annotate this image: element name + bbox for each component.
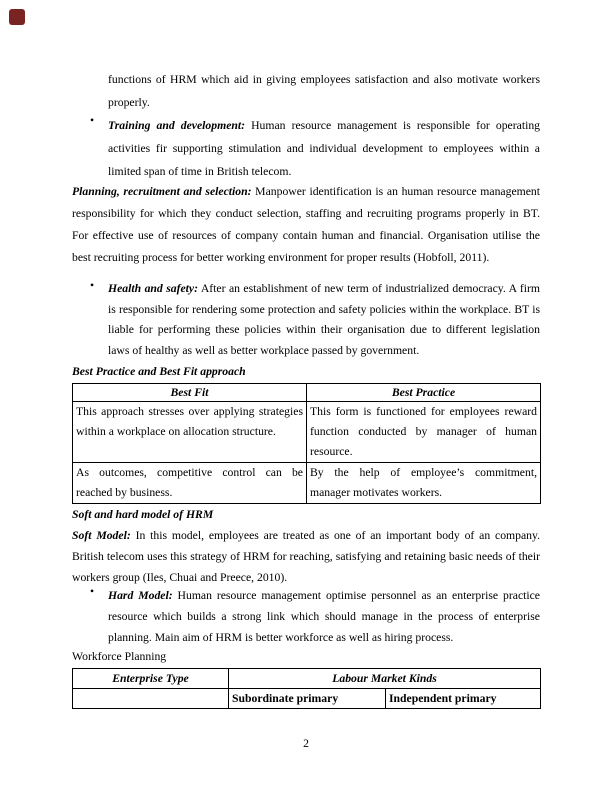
hard-model-paragraph bbox=[108, 585, 540, 648]
table-row bbox=[73, 463, 541, 504]
heading-best-practice-best-fit: Best Practice and Best Fit approach bbox=[72, 365, 246, 378]
workforce-planning-label: Workforce Planning bbox=[72, 650, 167, 663]
health-text: After an establishment of new term of industrialized democracy. A firm is responsible for rendering some protection and safety policies within the workplace. BT is liable for performing these policies within their organisation due to different legislation laws of healthy as well as better workplace passed by government. bbox=[108, 282, 540, 357]
training-paragraph bbox=[108, 114, 540, 183]
paragraph-continuation: functions of HRM which aid in giving employees satisfaction and also motivate workers properly. bbox=[108, 73, 540, 109]
table-row bbox=[73, 402, 541, 463]
training-lead: Training and development: bbox=[108, 119, 246, 132]
best-fit-best-practice-table bbox=[72, 383, 541, 504]
page-number: 2 bbox=[303, 737, 309, 750]
best-fit-cell-strategies: This approach stresses over applying strategies within a workplace on allocation structure. bbox=[73, 402, 307, 463]
bullet-icon: • bbox=[90, 279, 95, 292]
heading-soft-hard-model: Soft and hard model of HRM bbox=[72, 508, 214, 521]
brand-logo-mark bbox=[9, 9, 25, 25]
soft-model-text: In this model, employees are treated as one of an important body of an company. British telecom uses this strategy of HRM for reaching, satisfying and retaining basic needs of their workers group (Iles, Chuai and Preece, 2010). bbox=[72, 529, 541, 584]
planning-text: Manpower identification is an human resource management responsibility for which they conduct selection, staffing and recruiting programs properly in BT. For effective use of resources of company contain human and financial. Organisation utilise the best recruiting process for better working environment for proper results (Hobfoll, 2011). bbox=[72, 185, 541, 264]
bullet-item-health bbox=[90, 279, 540, 361]
table-header-row bbox=[73, 669, 541, 689]
enterprise-type-empty-cell bbox=[73, 689, 229, 709]
planning-lead: Planning, recruitment and selection: bbox=[72, 185, 252, 198]
labour-market-kinds-header: Labour Market Kinds bbox=[229, 669, 541, 689]
table-subheader-row bbox=[73, 689, 541, 709]
bullet-item-hard-model bbox=[90, 585, 540, 648]
health-lead: Health and safety: bbox=[108, 282, 199, 295]
best-fit-column-header: Best Fit bbox=[73, 384, 307, 402]
table-header-row bbox=[73, 384, 541, 402]
hard-model-text: Human resource management optimise personnel as an enterprise practice resource which builds a strong link which should manage in the process of enterprise planning. Main aim of HRM is better workforce as well as hiring process. bbox=[108, 589, 540, 644]
hard-model-lead: Hard Model: bbox=[108, 589, 173, 602]
bullet-item-training bbox=[90, 114, 541, 183]
health-paragraph bbox=[108, 279, 540, 361]
paragraph-planning bbox=[72, 181, 540, 269]
bullet-icon: • bbox=[90, 585, 95, 598]
best-practice-column-header: Best Practice bbox=[307, 384, 541, 402]
bullet-icon: • bbox=[90, 114, 95, 127]
best-practice-cell-commitment: By the help of employee’s commitment, manager motivates workers. bbox=[307, 463, 541, 504]
workforce-planning-table bbox=[72, 668, 541, 709]
soft-model-lead: Soft Model: bbox=[72, 529, 131, 542]
paragraph-soft-model bbox=[72, 525, 540, 588]
best-practice-cell-reward: This form is functioned for employees reward function conducted by manager of human resource. bbox=[307, 402, 541, 463]
training-text: Human resource management is responsible for operating activities fir supporting stimulation and individual development to employees within a limited span of time in British telecom. bbox=[108, 119, 541, 178]
best-fit-cell-outcomes: As outcomes, competitive control can be reached by business. bbox=[73, 463, 307, 504]
independent-primary-header: Independent primary bbox=[386, 689, 541, 709]
enterprise-type-header: Enterprise Type bbox=[73, 669, 229, 689]
subordinate-primary-header: Subordinate primary bbox=[229, 689, 386, 709]
